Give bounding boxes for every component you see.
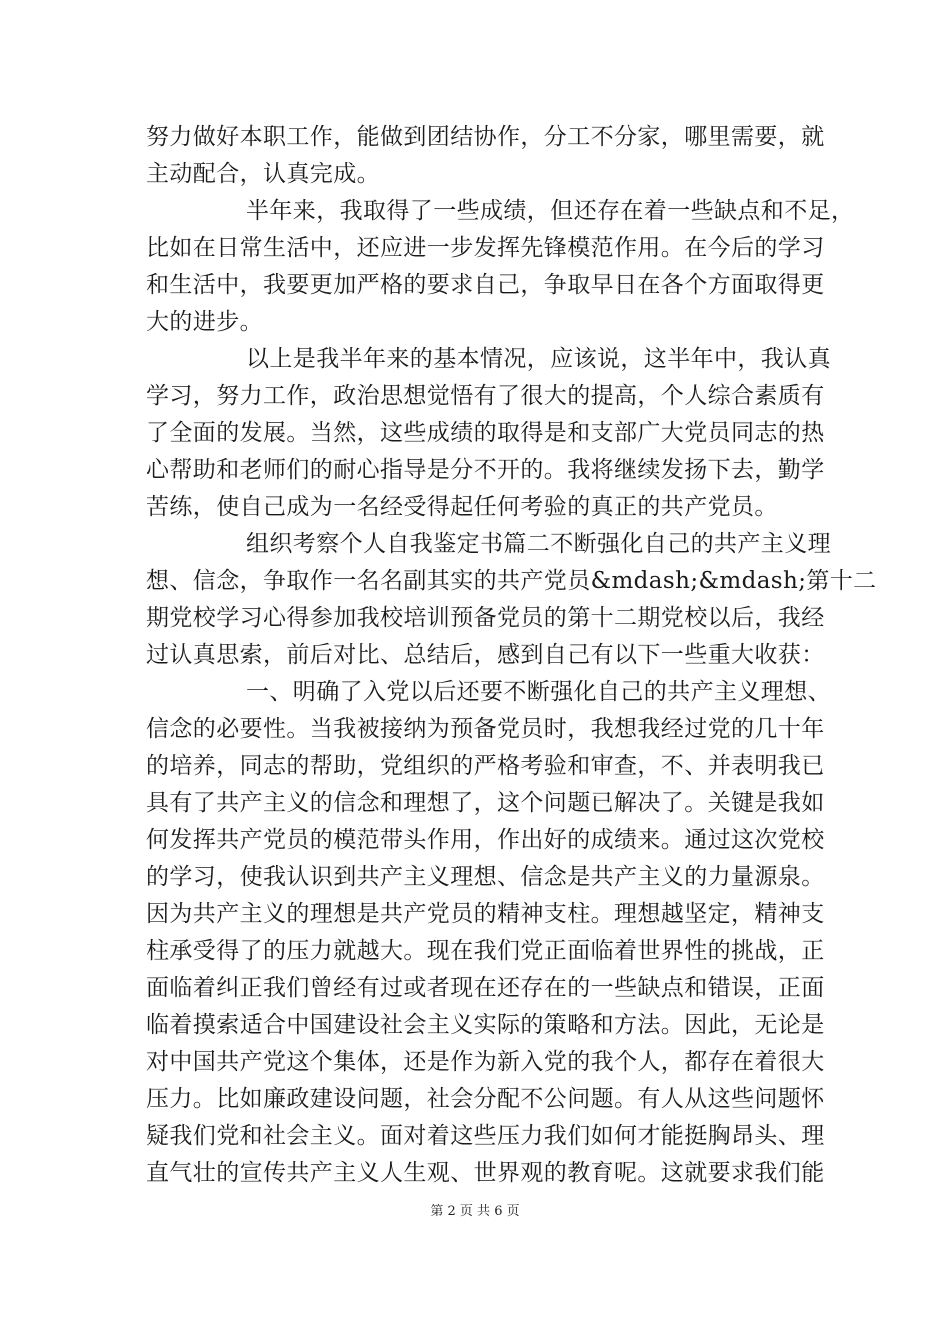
text-line: 疑我们党和社会主义。面对着这些压力我们如何才能挺胸昂头、理: [146, 1123, 825, 1149]
paragraph-start: 以上是我半年来的基本情况，应该说，这半年中，我认真: [246, 346, 831, 372]
footer-suffix: 页: [506, 1204, 520, 1219]
text-line: 信念的必要性。当我被接纳为预备党员时，我想我经过党的几十年: [146, 716, 825, 742]
text-line: 直气壮的宣传共产主义人生观、世界观的教育呢。这就要求我们能: [146, 1160, 825, 1186]
text-line: 过认真思索，前后对比、总结后，感到自己有以下一些重大收获：: [146, 642, 825, 668]
footer-prefix: 第: [430, 1204, 444, 1219]
text-line: 具有了共产主义的信念和理想了，这个问题已解决了。关键是我如: [146, 790, 825, 816]
text-line: 主动配合，认真完成。: [146, 161, 380, 187]
text-line: 和生活中，我要更加严格的要求自己，争取早日在各个方面取得更: [146, 272, 825, 298]
text-line: 心帮助和老师们的耐心指导是分不开的。我将继续发扬下去，勤学: [146, 457, 825, 483]
total-pages: 6: [494, 1204, 503, 1219]
text-line: 比如在日常生活中，还应进一步发挥先锋模范作用。在今后的学习: [146, 235, 825, 261]
text-line: 何发挥共产党员的模范带头作用，作出好的成绩来。通过这次党校: [146, 827, 825, 853]
text-line: 想、信念，争取作一名名副其实的共产党员&mdash;&mdash;第十二: [146, 568, 877, 594]
text-line: 面临着纠正我们曾经有过或者现在还存在的一些缺点和错误，正面: [146, 975, 825, 1001]
footer-middle: 页 共: [459, 1204, 491, 1219]
text-line: 的培养，同志的帮助，党组织的严格考验和审查，不、并表明我已: [146, 753, 825, 779]
text-line: 因为共产主义的理想是共产党员的精神支柱。理想越坚定，精神支: [146, 901, 825, 927]
text-line: 压力。比如廉政建设问题，社会分配不公问题。有人从这些问题怀: [146, 1086, 825, 1112]
text-line: 对中国共产党这个集体，还是作为新入党的我个人，都存在着很大: [146, 1049, 825, 1075]
text-line: 柱承受得了的压力就越大。现在我们党正面临着世界性的挑战，正: [146, 938, 825, 964]
paragraph-start: 组织考察个人自我鉴定书篇二不断强化自己的共产主义理: [246, 531, 831, 557]
text-line: 临着摸索适合中国建设社会主义实际的策略和方法。因此，无论是: [146, 1012, 825, 1038]
text-line: 期党校学习心得参加我校培训预备党员的第十二期党校以后，我经: [146, 605, 825, 631]
text-line: 了全面的发展。当然，这些成绩的取得是和支部广大党员同志的热: [146, 420, 825, 446]
page-footer: [0, 1203, 950, 1221]
text-line: 学习，努力工作，政治思想觉悟有了很大的提高，个人综合素质有: [146, 383, 825, 409]
paragraph-start: 半年来，我取得了一些成绩，但还存在着一些缺点和不足，: [246, 198, 855, 224]
text-line: 努力做好本职工作，能做到团结协作，分工不分家，哪里需要，就: [146, 124, 825, 150]
page-number: 2: [447, 1204, 456, 1219]
text-line: 大的进步。: [146, 309, 263, 335]
paragraph-start: 一、明确了入党以后还要不断强化自己的共产主义理想、: [246, 679, 831, 705]
text-line: 的学习，使我认识到共产主义理想、信念是共产主义的力量源泉。: [146, 864, 825, 890]
text-line: 苦练，使自己成为一名经受得起任何考验的真正的共产党员。: [146, 494, 778, 520]
